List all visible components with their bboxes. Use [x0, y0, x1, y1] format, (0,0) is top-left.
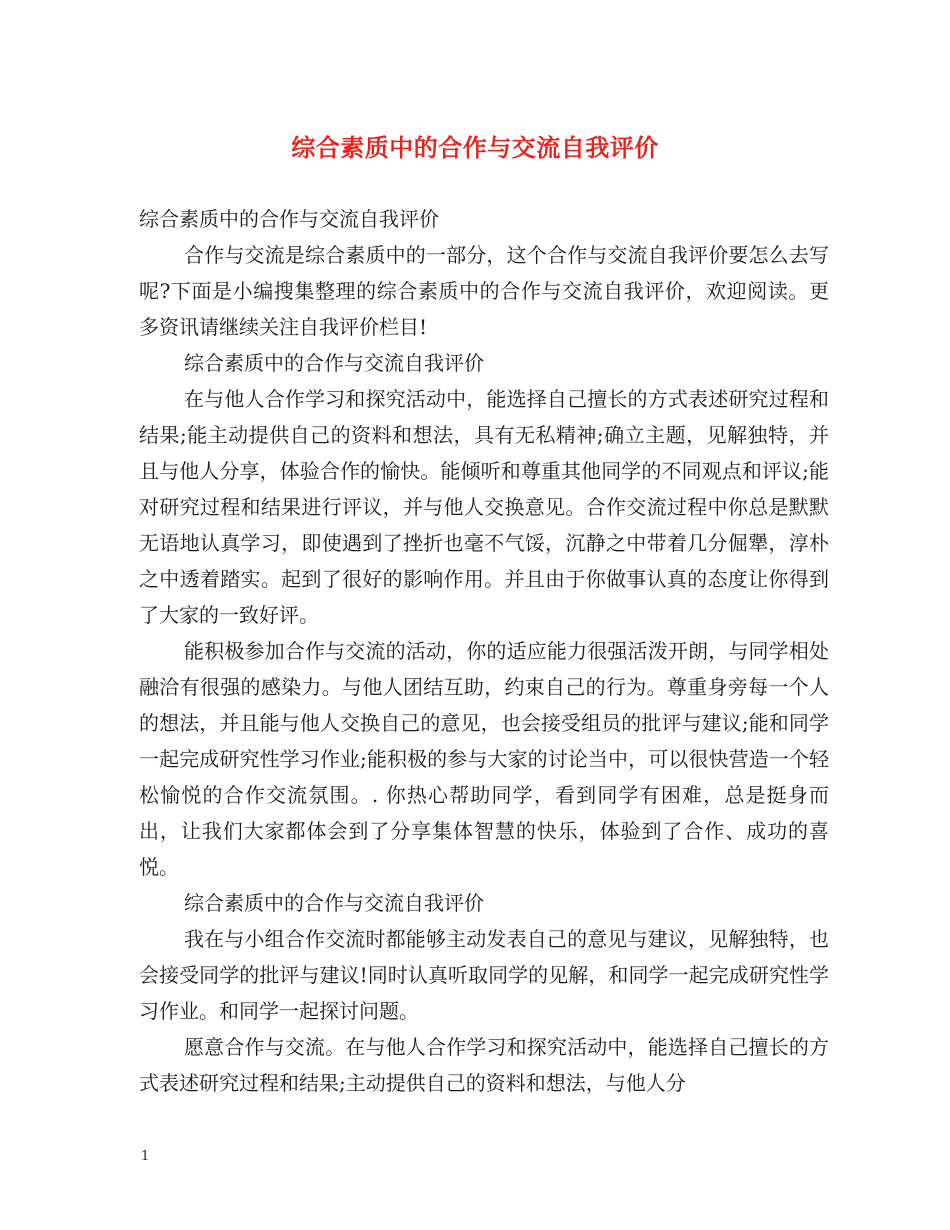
paragraph-body: 在与他人合作学习和探究活动中，能选择自己擅长的方式表述研究过程和结果;能主动提供自己的资料和想法，具有无私精神;确立主题，见解独特，并且与他人分享，体验合作的愉快。能倾听和尊重其他同学的不同观点和评议;能对研究过程和结果进行评议，并与他人交换意见。合作交流过程中你总是默默无语地认真学习，即使遇到了挫折也毫不气馁，沉静之中带着几分倔犟，淳朴之中透着踏实。起到了很好的影响作用。并且由于你做事认真的态度让你得到了大家的一致好评。 — [139, 387, 829, 627]
paragraph-subheading: 综合素质中的合作与交流自我评价 — [184, 351, 484, 375]
paragraph-heading: 综合素质中的合作与交流自我评价 — [139, 207, 439, 231]
document-body — [139, 201, 829, 1101]
page-number: 1 — [141, 1149, 150, 1164]
paragraph-body: 愿意合作与交流。在与他人合作学习和探究活动中，能选择自己擅长的方式表述研究过程和结果;主动提供自己的资料和想法，与他人分 — [139, 1035, 829, 1095]
paragraph-subheading: 综合素质中的合作与交流自我评价 — [184, 891, 484, 915]
paragraph-body: 我在与小组合作交流时都能够主动发表自己的意见与建议，见解独特，也会接受同学的批评与建议!同时认真听取同学的见解，和同学一起完成研究性学习作业。和同学一起探讨问题。 — [139, 927, 829, 1023]
paragraph-intro: 合作与交流是综合素质中的一部分，这个合作与交流自我评价要怎么去写呢?下面是小编搜集整理的综合素质中的合作与交流自我评价，欢迎阅读。更多资讯请继续关注自我评价栏目! — [139, 243, 829, 339]
paragraph-body: 能积极参加合作与交流的活动，你的适应能力很强活泼开朗，与同学相处融洽有很强的感染力。与他人团结互助，约束自己的行为。尊重身旁每一个人的想法，并且能与他人交换自己的意见，也会接受组员的批评与建议;能和同学一起完成研究性学习作业;能积极的参与大家的讨论当中，可以很快营造一个轻松愉悦的合作交流氛围。. 你热心帮助同学，看到同学有困难，总是挺身而出，让我们大家都体会到了分享集体智慧的快乐，体验到了合作、成功的喜悦。 — [139, 639, 829, 879]
document-title: 综合素质中的合作与交流自我评价 — [291, 133, 659, 162]
